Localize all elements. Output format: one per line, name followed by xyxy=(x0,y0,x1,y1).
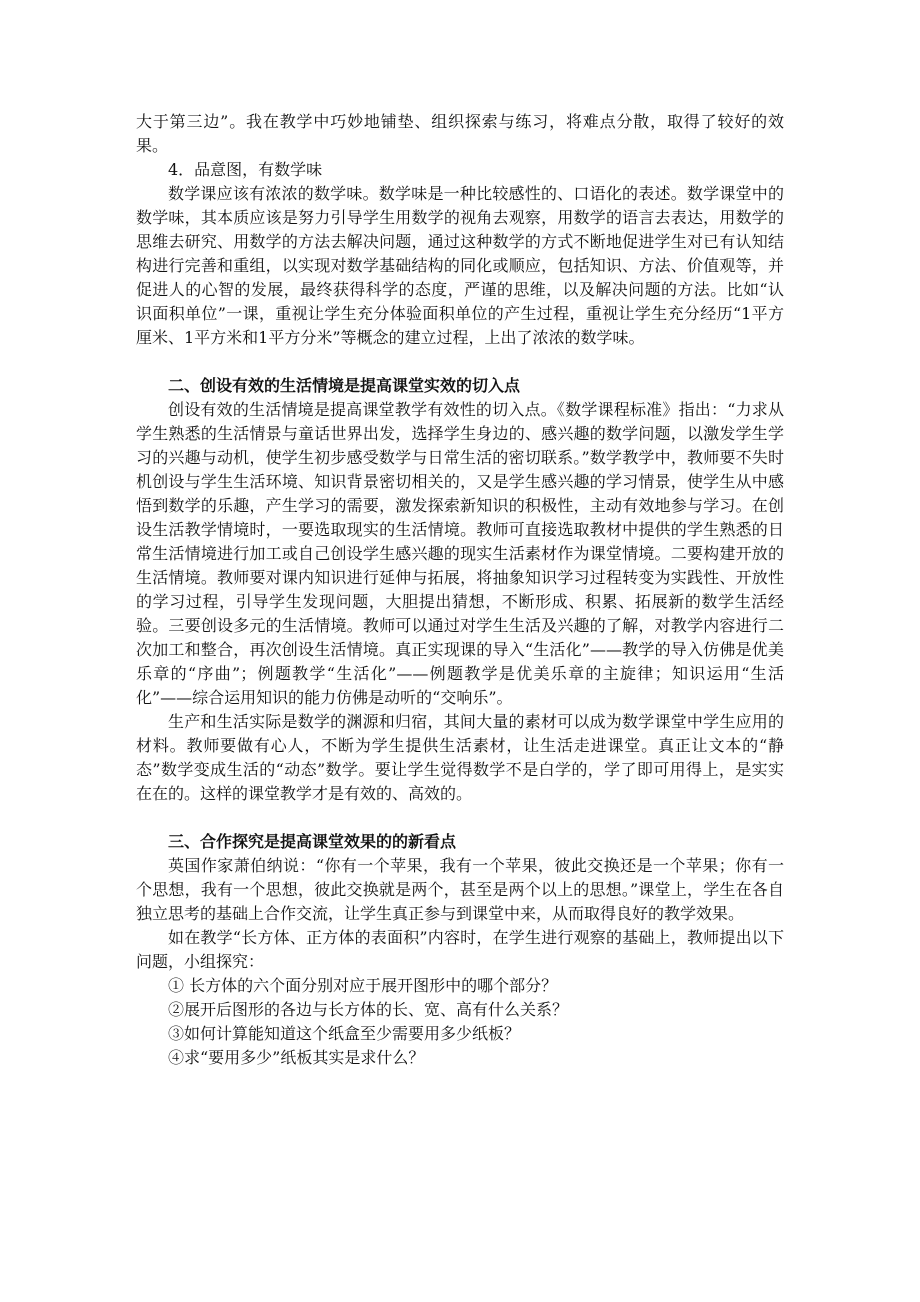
paragraph-continuation: 大于第三边”。我在教学中巧妙地铺垫、组织探索与练习，将难点分散，取得了较好的效果。 xyxy=(136,112,784,155)
paragraph: 数学课应该有浓浓的数学味。数学味是一种比较感性的、口语化的表述。数学课堂中的数学味，其本质应该是努力引导学生用数学的视角去观察，用数学的语言去表达，用数学的思维去研究、用数学的方法去解决问题，通过这种数学的方式不断地促进学生对已有认知结构进行完善和重组，以实现对数学基础结构的同化或顺应，包括知识、方法、价值观等，并促进人的心智的发展，最终获得科学的态度，严谨的思维，以及解决问题的方法。比如“认识面积单位”一课，重视让学生充分体验面积单位的产生过程，重视让学生充分经历“1平方厘米、1平方米和1平方分米”等概念的建立过程，上出了浓浓的数学味。 xyxy=(136,184,784,347)
paragraph: 如在教学“长方体、正方体的表面积”内容时，在学生进行观察的基础上，教师提出以下问题，小组探究： xyxy=(136,928,784,971)
list-item: ②展开后图形的各边与长方体的长、宽、高有什么关系？ xyxy=(168,1000,569,1019)
section-heading: 三、合作探究是提高课堂效果的的新看点 xyxy=(168,832,457,851)
section-heading: 二、创设有效的生活情境是提高课堂实效的切入点 xyxy=(168,376,521,395)
list-item: ① 长方体的六个面分别对应于展开图形中的哪个部分？ xyxy=(168,976,558,995)
document-body xyxy=(136,110,784,1070)
paragraph: 创设有效的生活情境是提高课堂教学有效性的切入点。《数学课程标准》指出：“力求从学生熟悉的生活情景与童话世界出发，选择学生身边的、感兴趣的数学问题，以激发学生学习的兴趣与动机，使学生初步感受数学与日常生活的密切联系。”数学教学中，教师要不失时机创设与学生生活环境、知识背景密切相关的，又是学生感兴趣的学习情景，使学生从中感悟到数学的乐趣，产生学习的需要，激发探索新知识的积极性，主动有效地参与学习。在创设生活教学情境时，一要选取现实的生活情境。教师可直接选取教材中提供的学生熟悉的日常生活情境进行加工或自己创设学生感兴趣的现实生活素材作为课堂情境。二要构建开放的生活情境。教师要对课内知识进行延伸与拓展，将抽象知识学习过程转变为实践性、开放性的学习过程，引导学生发现问题，大胆提出猜想，不断形成、积累、拓展新的数学生活经验。三要创设多元的生活情境。教师可以通过对学生生活及兴趣的了解，对教学内容进行二次加工和整合，再次创设生活情境。真正实现课的导入“生活化”——教学的导入仿佛是优美乐章的“序曲”；例题教学“生活化”——例题教学是优美乐章的主旋律；知识运用“生活化”——综合运用知识的能力仿佛是动听的“交响乐”。 xyxy=(136,400,784,707)
paragraph: 生产和生活实际是数学的渊源和归宿，其间大量的素材可以成为数学课堂中学生应用的材料。教师要做有心人，不断为学生提供生活素材，让生活走进课堂。真正让文本的“静态”数学变成生活的“动态”数学。要让学生觉得数学不是白学的，学了即可用得上，是实实在在的。这样的课堂教学才是有效的、高效的。 xyxy=(136,712,784,803)
subsection-title: 4．品意图，有数学味 xyxy=(168,160,323,179)
paragraph: 英国作家萧伯纳说：“你有一个苹果，我有一个苹果，彼此交换还是一个苹果；你有一个思想，我有一个思想，彼此交换就是两个，甚至是两个以上的思想。”课堂上，学生在各自独立思考的基础上合作交流，让学生真正参与到课堂中来，从而取得良好的教学效果。 xyxy=(136,856,784,923)
list-item: ④求“要用多少”纸板其实是求什么？ xyxy=(168,1048,425,1067)
list-item: ③如何计算能知道这个纸盒至少需要用多少纸板？ xyxy=(168,1024,521,1043)
